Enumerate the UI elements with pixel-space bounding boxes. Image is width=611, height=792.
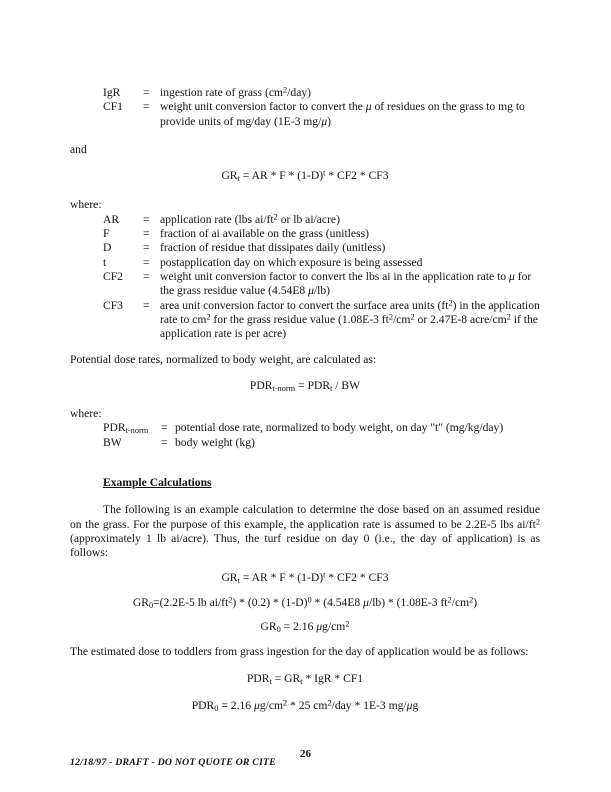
formula-pdrt: $PDR_t = GR_t$ * IgR * CF1 <box>246 671 364 686</box>
connector-text: and <box>70 142 87 156</box>
definition-term: CF1 <box>103 100 123 114</box>
formula-grt: $GR_t$ = AR * F * $(1-D)^t * CF2 * CF3$ <box>221 168 389 184</box>
definition-desc: postapplication day on which exposure is being assessed <box>160 255 423 269</box>
definition-list-pdr-variables <box>103 421 540 450</box>
equals-sign: = <box>143 298 150 312</box>
definition-term: CF3 <box>103 298 123 312</box>
paragraph-example-intro: The following is an example calculation to determine the dose based on an assumed residue on the grass. For the purpose of this example, the application rate is assumed to be 2.2E-5 lbs $ai/ft^2$ (approximately 1 lb ai/acre). Thus, the turf residue on day 0 (i.e., the day of application) is as follows: <box>70 503 540 560</box>
where-label: where: <box>70 407 102 421</box>
paragraph-potential-dose: Potential dose rates, normalized to body weight, are calculated as: <box>70 353 377 367</box>
definition-term: $PDR_{t-norm}$ <box>103 421 149 436</box>
definition-desc: ingestion rate of grass $(cm^2/day)$ <box>160 85 311 99</box>
equals-sign: = <box>143 241 150 255</box>
definition-desc: weight unit conversion factor to convert the μ of residues on the grass to mg to provide units of mg/day (1E-3 mg/μ) <box>160 100 525 128</box>
equals-sign: = <box>161 421 168 435</box>
definition-term: AR <box>103 212 120 226</box>
equals-sign: = <box>143 269 150 283</box>
definition-desc: fraction of residue that dissipates daily (unitless) <box>160 241 386 255</box>
formula-pdr0: $PDR_0 = 2.16$ $\mu g/cm^2 * 25$ $cm^2$/day * 1E-3 mg/μg <box>191 698 419 713</box>
definition-term: t <box>103 255 107 269</box>
equals-sign: = <box>143 255 150 269</box>
formula-gr0-expanded: $GR_0=(2.2E-5$ lb $ai/ft^2) * (0.2) * (1-D)^0 * (4.54E8$ μ/lb) * (1.08E-3 $ft^2/cm^2$) <box>132 594 478 610</box>
equals-sign: = <box>143 227 150 241</box>
definition-desc: fraction of ai available on the grass (unitless) <box>160 227 369 241</box>
page-number: 26 <box>300 748 311 760</box>
formula-gr0-result: $GR_0 = 2.16$ $\mu g/cm^2$ <box>260 619 350 635</box>
definition-term: F <box>103 227 110 241</box>
equals-sign: = <box>161 435 168 449</box>
equals-sign: = <box>143 86 150 99</box>
definition-desc: body weight (kg) <box>175 435 255 449</box>
definition-desc: potential dose rate, normalized to body weight, on day "t" (mg/kg/day) <box>175 421 504 435</box>
equals-sign: = <box>143 100 150 114</box>
page-content <box>70 86 540 713</box>
definition-term: BW <box>103 435 122 449</box>
definition-desc: weight unit conversion factor to convert the lbs ai in the application rate to μ for the grass residue value (4.54E8 μ/lb) <box>160 269 532 298</box>
paragraph-estimated-dose: The estimated dose to toddlers from grass ingestion for the day of application would be as follows: <box>70 645 529 659</box>
formula-pdr-norm: $PDR_{t-norm} = PDR_t$ / BW <box>249 378 361 393</box>
equals-sign: = <box>143 212 150 226</box>
definition-term: IgR <box>103 86 121 99</box>
where-label: where: <box>70 198 102 212</box>
section-heading-example-calculations: Example Calculations <box>103 475 212 489</box>
definition-term: CF2 <box>103 269 123 283</box>
definition-list-top <box>103 86 540 129</box>
definition-list-grt-variables <box>103 213 540 342</box>
formula-grt-example: $GR_t$ = AR * F * $(1-D)^t * CF2 * CF3$ <box>221 570 389 586</box>
definition-desc: application rate (lbs $ai/ft^2$ or lb ai/acre) <box>160 212 340 226</box>
footer-draft-note: 12/18/97 - DRAFT - DO NOT QUOTE OR CITE <box>70 757 276 768</box>
definition-desc: area unit conversion factor to convert the surface area units $(ft^2)$ in the application rate to $cm^2$ for the grass residue value (1.08E-3 $ft^2/cm^2$ or 2.47E-8 acre/$cm^2$ if the application rate is per acre) <box>160 297 540 341</box>
definition-term: D <box>103 241 112 255</box>
